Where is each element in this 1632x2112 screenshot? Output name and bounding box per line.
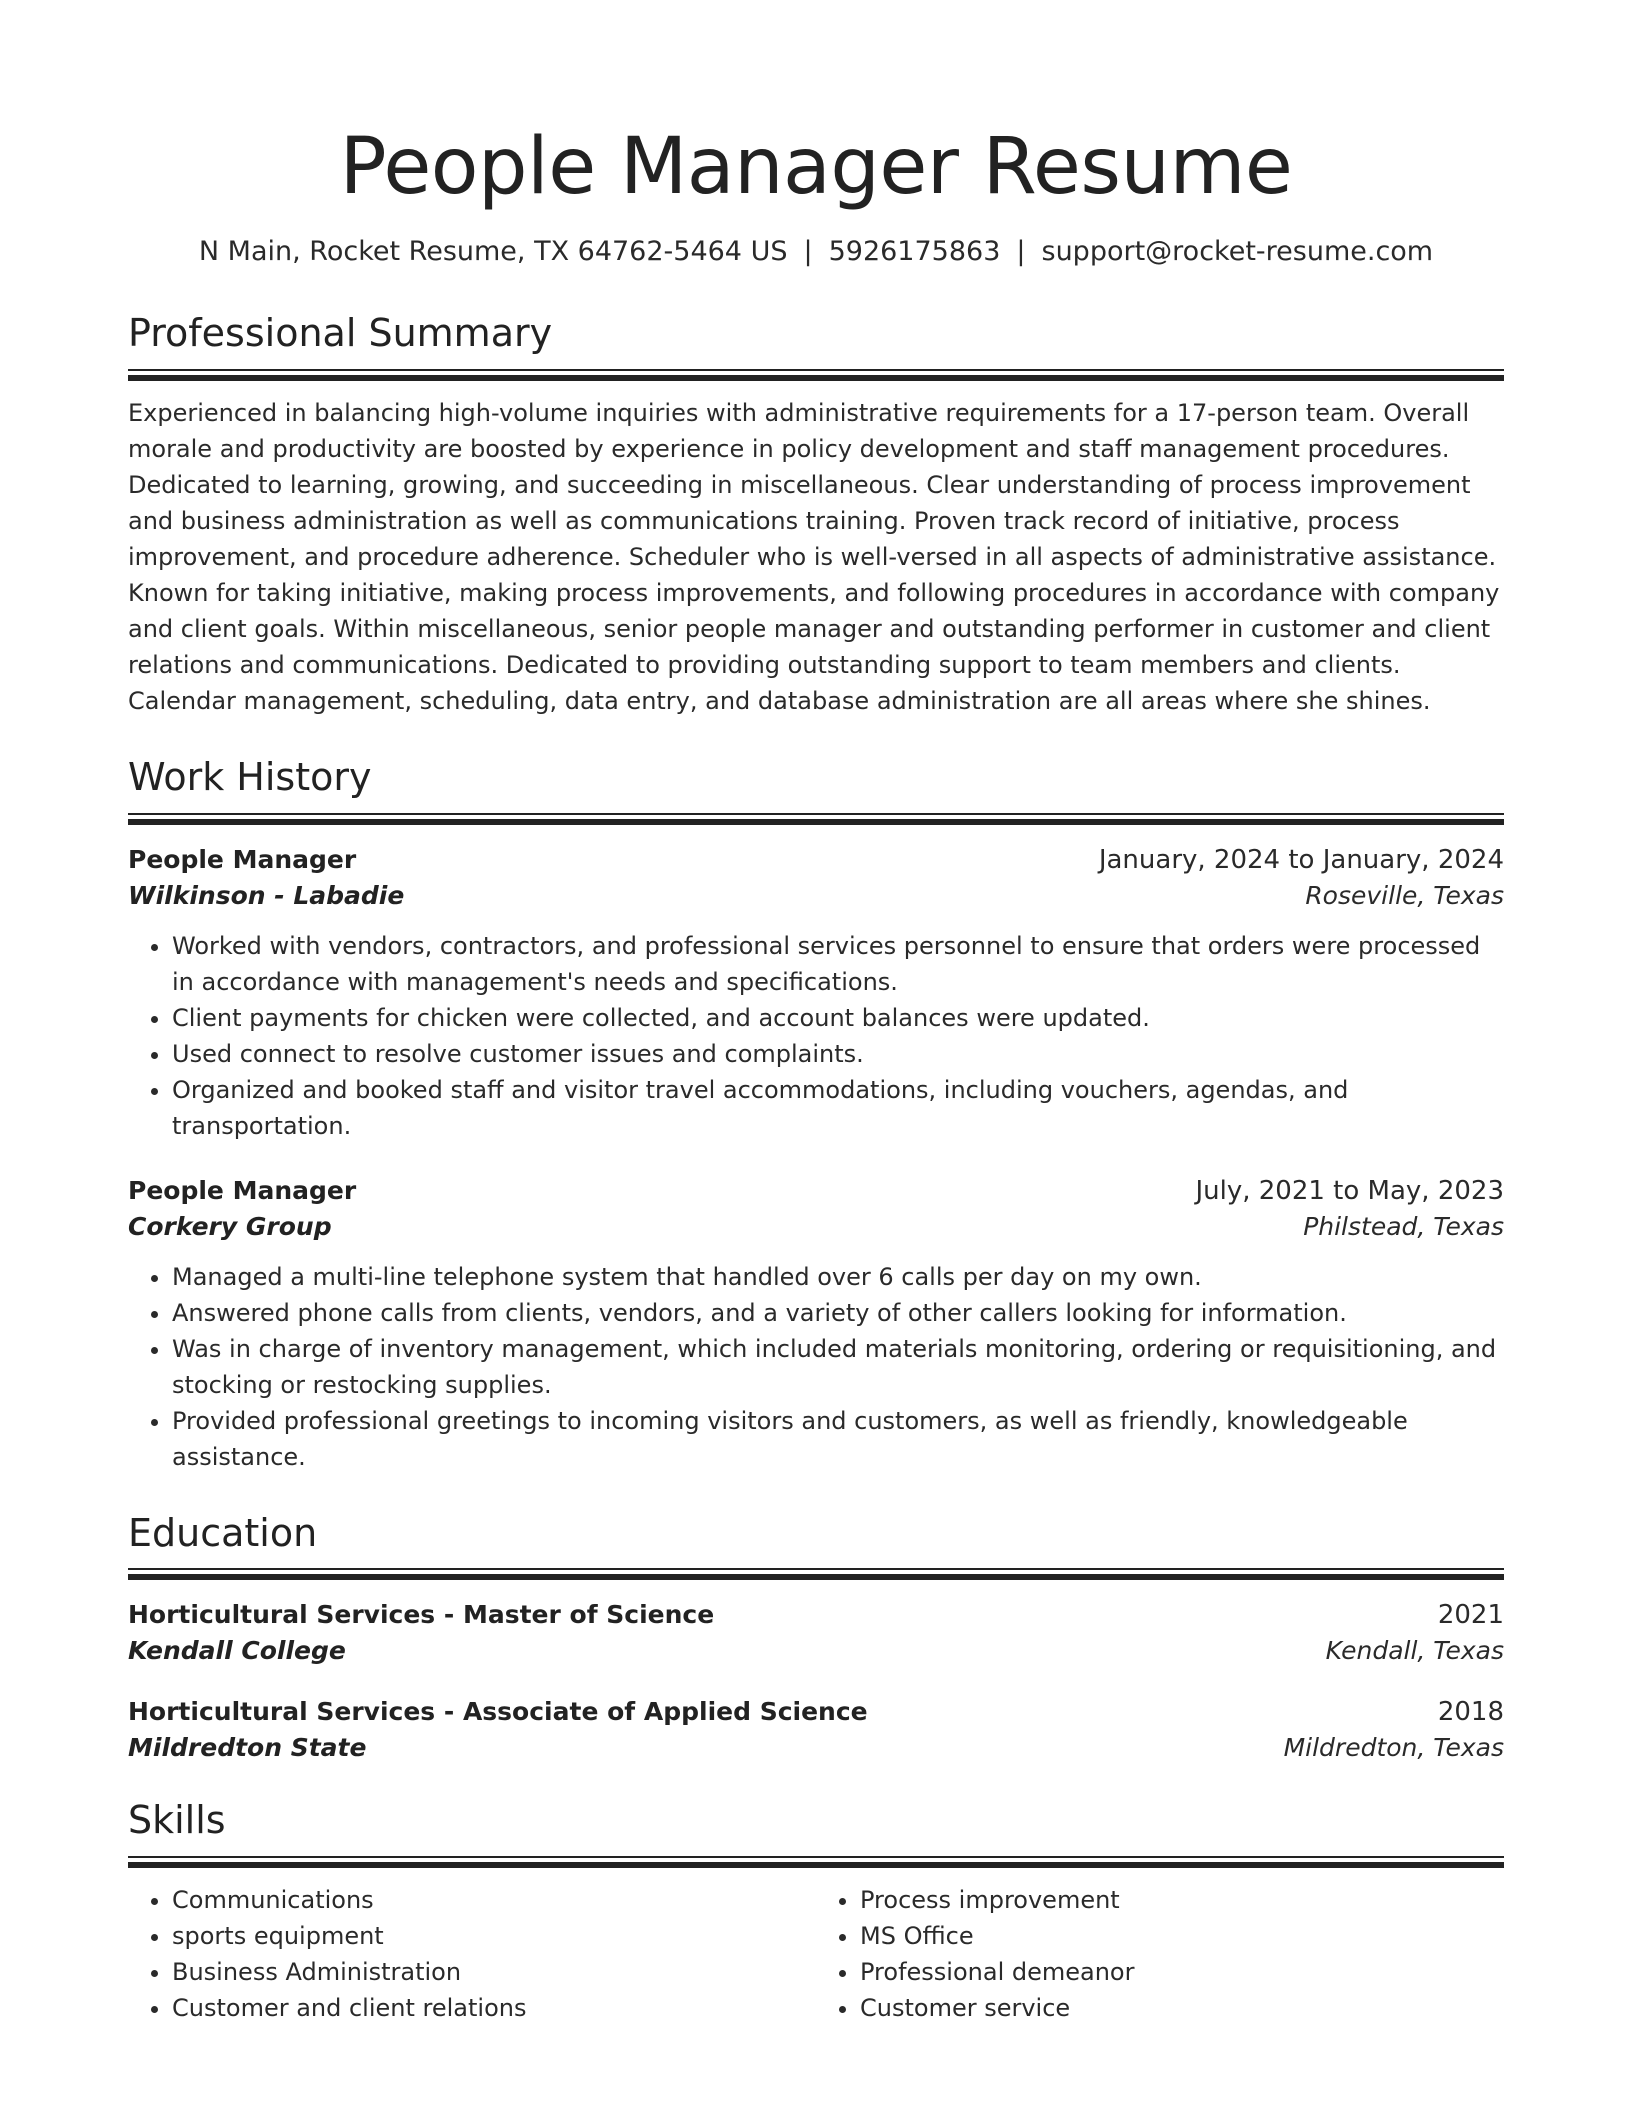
section-title-work: Work History [128, 754, 372, 799]
job-dates: January, 2024 to January, 2024 [1098, 844, 1504, 875]
section-divider [128, 1568, 1504, 1570]
section-title-education: Education [128, 1510, 318, 1555]
education-location: Mildredton, Texas [1283, 1733, 1504, 1763]
education-section [128, 1510, 1504, 1763]
job-company: Wilkinson - Labadie [128, 880, 405, 910]
list-item: • MS Office [860, 1918, 1504, 1954]
list-item: • Organized and booked staff and visitor travel accommodations, including vouchers, agendas, and transportation. [172, 1072, 1504, 1144]
contact-phone: 5926175863 [828, 236, 1001, 267]
skills-columns [128, 1882, 1504, 2026]
work-history-section [128, 754, 1504, 1475]
education-school: Mildredton State [128, 1733, 367, 1763]
list-item: • Managed a multi-line telephone system that handled over 6 calls per day on my own. [172, 1259, 1504, 1295]
section-divider-thick [128, 1862, 1504, 1868]
list-item: • Was in charge of inventory management, which included materials monitoring, ordering or requisitioning, and stocking or restocking supplies. [172, 1331, 1504, 1403]
education-school: Kendall College [128, 1636, 346, 1666]
job-location: Roseville, Texas [1305, 880, 1504, 910]
resume-title: People Manager Resume [339, 122, 1293, 212]
skills-list-right [816, 1882, 1504, 2026]
contact-address: N Main, Rocket Resume, TX 64762-5464 US [198, 236, 788, 267]
section-divider-thick [128, 375, 1504, 381]
job-location: Philstead, Texas [1303, 1211, 1504, 1241]
list-item: • sports equipment [172, 1918, 816, 1954]
education-year: 2018 [1437, 1697, 1504, 1728]
job-role: People Manager [128, 1175, 357, 1205]
education-location: Kendall, Texas [1325, 1636, 1504, 1666]
job-company: Corkery Group [128, 1211, 332, 1241]
list-item: • Business Administration [172, 1954, 816, 1990]
section-divider-thick [128, 819, 1504, 825]
education-entry [128, 1697, 1504, 1762]
list-item: • Client payments for chicken were collected, and account balances were updated. [172, 1000, 1504, 1036]
section-divider [128, 813, 1504, 815]
section-title-skills: Skills [128, 1798, 226, 1843]
job-entry [128, 845, 1504, 1144]
skills-section [128, 1800, 1504, 2026]
list-item: • Worked with vendors, contractors, and professional services personnel to ensure that orders were processed in accordance with management's needs and specifications. [172, 928, 1504, 1000]
contact-separator: | [803, 236, 813, 267]
list-item: • Process improvement [860, 1882, 1504, 1918]
list-item: • Professional demeanor [860, 1954, 1504, 1990]
job-role: People Manager [128, 844, 357, 874]
list-item: • Customer and client relations [172, 1990, 816, 2026]
job-dates: July, 2021 to May, 2023 [1195, 1175, 1504, 1206]
contact-line [128, 236, 1504, 267]
education-degree: Horticultural Services - Associate of Applied Science [128, 1697, 868, 1727]
list-item: • Used connect to resolve customer issues and complaints. [172, 1036, 1504, 1072]
skills-list-left [128, 1882, 816, 2026]
education-entry [128, 1600, 1504, 1665]
contact-separator: | [1016, 236, 1026, 267]
list-item: • Customer service [860, 1990, 1504, 2026]
section-divider [128, 369, 1504, 371]
list-item: • Communications [172, 1882, 816, 1918]
job-bullets [128, 928, 1504, 1144]
section-divider [128, 1856, 1504, 1858]
job-bullets [128, 1259, 1504, 1475]
list-item: • Answered phone calls from clients, vendors, and a variety of other callers looking for information. [172, 1295, 1504, 1331]
education-degree: Horticultural Services - Master of Science [128, 1600, 715, 1630]
contact-email: support@rocket-resume.com [1041, 236, 1434, 267]
list-item: • Provided professional greetings to incoming visitors and customers, as well as friendly, knowledgeable assistance. [172, 1403, 1504, 1475]
education-year: 2021 [1437, 1600, 1504, 1631]
section-title-summary: Professional Summary [128, 311, 553, 355]
section-divider-thick [128, 1574, 1504, 1580]
summary-text: Experienced in balancing high-volume inquiries with administrative requirements for a 17-person team. Overall morale and productivity are boosted by experience in policy development and staff management procedures. Dedicated to learning, growing, and succeeding in miscellaneous. Clear understanding of process improvement and business administration as well as communications training. Proven track record of initiative, process improvement, and procedure adherence. Scheduler who is well-versed in all aspects of administrative assistance. Known for taking initiative, making process improvements, and following procedures in accordance with company and client goals. Within miscellaneous, senior people manager and outstanding performer in customer and client relations and communications. Dedicated to providing outstanding support to team members and clients. Calendar management, scheduling, data entry, and database administration are all areas where she shines. [128, 398, 1500, 715]
job-entry [128, 1176, 1504, 1475]
summary-section [128, 313, 1504, 719]
